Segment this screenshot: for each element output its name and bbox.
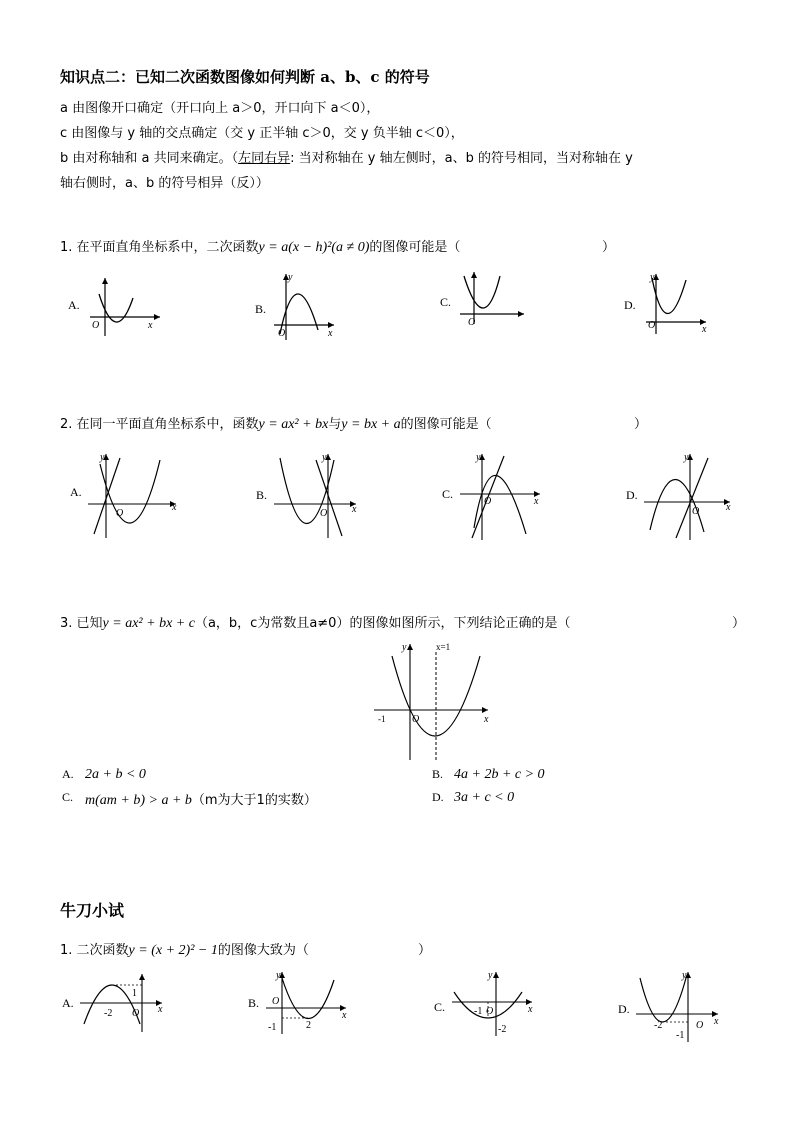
q3-figure [370,638,496,766]
q1-option-d-label[interactable]: D. [624,298,636,312]
label-neg-two: -2 [654,1020,663,1031]
q2-graph-c[interactable] [458,448,548,542]
neg-one-label: -1 [378,714,386,724]
label-neg-one: -1 [268,1022,277,1033]
q1-option-b-label[interactable]: B. [255,302,267,316]
rule-b-post: : 当对称轴在 y 轴左侧时，a、b 的符号相同，当对称轴在 y [290,151,633,166]
q2-close-paren: ） [634,417,648,432]
q1-formula: y = a(x − h)²(a ≠ 0) [258,240,370,255]
origin-label: O [484,496,492,507]
x-axis-label: x [148,320,153,331]
q2-graph-d[interactable] [642,448,738,542]
q3-choice-c[interactable] [85,789,317,809]
q2-graph-b[interactable] [272,448,364,540]
practice-q1-stem [60,939,309,959]
q3-choice-c-note: （m为大于1的实数） [191,793,317,808]
practice-option-b-label[interactable]: B. [248,996,260,1010]
practice-option-c-label[interactable]: C. [434,1000,446,1014]
q3-stem [60,612,570,632]
rule-b-line2: 轴右侧时，a、b 的符号相异（反）） [60,176,269,191]
origin-label: O [132,1008,140,1019]
origin-label: O [272,996,280,1007]
q3-formula: y = ax² + bx + c [102,616,195,631]
practice-graph-a[interactable] [76,970,170,1036]
origin-label: O [320,508,328,519]
q1-option-a-label[interactable]: A. [68,298,80,312]
practice-option-d-label[interactable]: D. [618,1002,630,1016]
q1-close-paren: ） [602,240,616,255]
practice-q1-suffix: 的图像大致为（ [217,943,309,958]
q3-choice-d-text[interactable]: 3a + c < 0 [454,790,515,805]
practice-q1-formula: y = (x + 2)² − 1 [128,943,218,958]
q2-option-b-label[interactable]: B. [256,488,268,502]
label-two: 2 [306,1020,311,1031]
x-axis-label: x [534,496,539,507]
q3-suffix: 的图像如图所示，下列结论正确的是（ [349,616,571,631]
q3-prefix: 3. 已知 [60,616,103,631]
rule-b [60,149,633,169]
origin-label: O [412,714,420,725]
x-axis-label: x [158,1004,163,1015]
q3-choice-a-label[interactable]: A. [62,767,74,781]
q1-graph-a[interactable] [88,270,168,340]
q2-formula-2: y = bx + a [341,417,401,432]
label-one: 1 [132,988,137,999]
x-axis-label: x [328,328,333,339]
q1-graph-b[interactable] [272,268,344,340]
practice-q1-prefix: 1. 二次函数 [60,943,129,958]
label-neg-two: -2 [498,1024,507,1035]
practice-graph-c[interactable] [448,966,540,1040]
q1-graph-d[interactable] [644,270,714,334]
q2-graph-a[interactable] [86,448,186,540]
x-axis-label: x [484,714,489,725]
practice-graph-b[interactable] [262,966,354,1038]
q2-option-d-label[interactable]: D. [626,488,638,502]
practice-title: 牛刀小试 [60,901,125,920]
x-axis-label: x [342,1010,347,1021]
practice-option-a-label[interactable]: A. [62,996,74,1010]
y-axis-label: y [650,272,655,283]
q2-mid: 与 [328,417,342,432]
origin-label: O [278,328,286,339]
x-axis-label: x [172,502,177,513]
y-axis-label: y [100,452,105,463]
practice-graph-d[interactable] [634,966,726,1044]
rule-a: a 由图像开口确定（开口向上 a＞0，开口向下 a＜0）， [60,101,380,116]
q2-formula-1: y = ax² + bx [258,417,329,432]
q2-prefix: 2. 在同一平面直角坐标系中，函数 [60,417,259,432]
q3-choice-c-text: m(am + b) > a + b [85,793,192,808]
q3-choice-d-label[interactable]: D. [432,790,444,804]
q2-option-c-label[interactable]: C. [442,487,454,501]
q3-paren: （a，b，c为常数且a≠0） [194,616,350,631]
x-axis-label: x [726,502,731,513]
q1-stem [60,236,460,256]
q1-suffix: 的图像可能是（ [369,240,461,255]
practice-q1-close-paren: ） [418,943,432,958]
rule-b-pre: b 由对称轴和 a 共同来确定。（ [60,151,239,166]
q2-stem [60,413,492,433]
q1-graph-c[interactable] [458,268,530,330]
origin-label: O [92,320,100,331]
label-neg-two: -2 [104,1008,113,1019]
x-axis-label: x [528,1004,533,1015]
x-axis-label: x [714,1016,719,1027]
q3-choice-b-text[interactable]: 4a + 2b + c > 0 [454,767,545,782]
origin-label: O [696,1020,704,1031]
q2-option-a-label[interactable]: A. [70,485,82,499]
y-axis-label: y [682,970,687,981]
q3-close-paren: ） [732,616,746,631]
origin-label: O [116,508,124,519]
rule-b-mnemonic: 左同右异 [238,151,291,166]
q2-suffix: 的图像可能是（ [400,417,492,432]
q3-choice-c-label[interactable]: C. [62,790,74,804]
q1-prefix: 1. 在平面直角坐标系中，二次函数 [60,240,259,255]
origin-label: O [486,1006,494,1017]
origin-label: O [648,320,656,331]
section-title: 知识点二：已知二次函数图像如何判断 a、b、c 的符号 [60,68,430,86]
origin-label: O [692,506,700,517]
q1-option-c-label[interactable]: C. [440,295,452,309]
q3-choice-b-label[interactable]: B. [432,767,444,781]
y-axis-label: y [488,970,493,981]
label-neg-one: -1 [676,1030,685,1041]
symmetry-axis-label: x=1 [436,642,451,652]
y-axis-label: y [402,642,407,653]
label-neg-one: -1 [474,1006,483,1017]
origin-label: O [468,317,476,328]
y-axis-label: y [276,970,281,981]
y-axis-label: y [322,452,327,463]
x-axis-label: x [702,324,707,335]
y-axis-label: y [476,452,481,463]
x-axis-label: x [352,504,357,515]
rule-c: c 由图像与 y 轴的交点确定（交 y 正半轴 c＞0，交 y 负半轴 c＜0）， [60,126,464,141]
y-axis-label: y [288,272,293,283]
y-axis-label: y [684,452,689,463]
q3-choice-a-text[interactable]: 2a + b < 0 [85,767,146,782]
